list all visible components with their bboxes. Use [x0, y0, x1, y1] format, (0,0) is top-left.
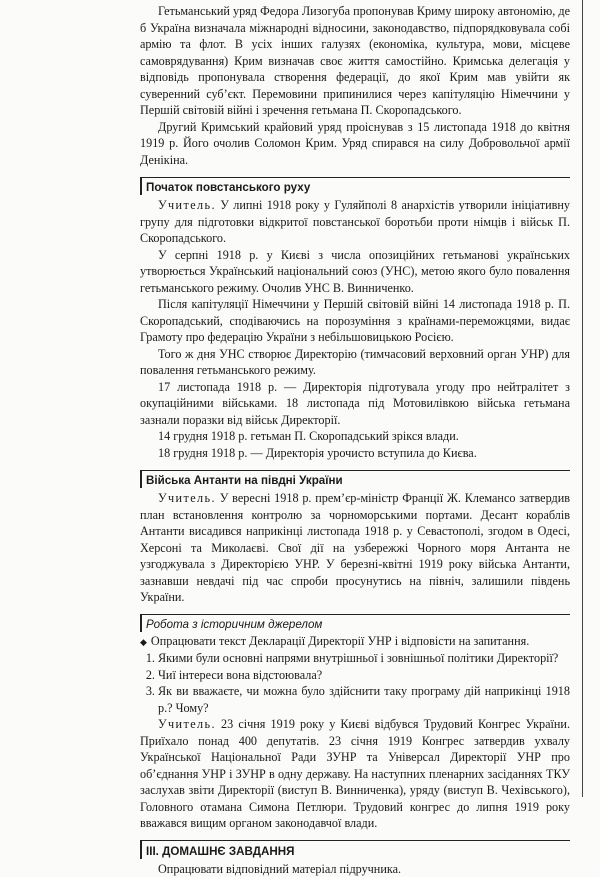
- paragraph-directory-created: Того ж дня УНС створює Директорію (тимчасовий верховний орган УНР) для повалення гетьманського режиму.: [140, 346, 570, 379]
- diamond-bullet-icon: ◆: [140, 637, 147, 647]
- question-list: [140, 650, 570, 716]
- paragraph-second-crimean-government: Другий Кримський крайовий уряд проіснував з 15 листопада 1918 до квітня 1919 р. Його очолив Соломон Крим. Уряд спирався на силу Добровольчої армії Денікіна.: [140, 119, 570, 169]
- paragraph-kyiv-entry: 18 грудня 1918 р. — Директорія урочисто вступила до Києва.: [140, 445, 570, 462]
- task-bullet: [140, 633, 570, 651]
- teacher-label: Учитель.: [158, 491, 216, 505]
- section-heading-insurgent-movement: Початок повстанського руху: [140, 177, 570, 195]
- question-item: 3. Як ви вважаєте, чи можна було здійснити таку програму дій наприкінці 1918 р.? Чому?: [158, 683, 570, 716]
- document-page: [140, 3, 570, 877]
- paragraph-text: У липні 1918 року у Гуляйполі 8 анархістів утворили ініціативну групу для підготовки відкритої повстанської боротьби проти німців і військ П. Скоропадського.: [140, 198, 570, 245]
- paragraph-motovylivka: 17 листопада 1918 р. — Директорія підготувала угоду про нейтралітет з окупаційними військами. 18 листопада під Мотовилівкою війська гетьмана зазнали поразки від військ Директорії.: [140, 379, 570, 429]
- paragraph-text: У вересні 1918 р. прем’єр-міністр Франції Ж. Клемансо затвердив план встановлення контролю за чорноморськими портами. Десант кораблів Антанти висадився наприкінці листопада 1918 р. у Севастополі, згодом в Одесі, Херсоні та Миколаєві. Свої дії на узбережжі Чорного моря Антанта не узгоджувала з Директорією УНР. У березні-квітні 1919 року війська Антанти, зазнавши невдачі під час спроби просунутись на північ, залишили південь України.: [140, 491, 570, 604]
- teacher-label: Учитель.: [158, 198, 216, 212]
- paragraph-federation-charter: Після капітуляції Німеччини у Першій світовій війні 14 листопада 1918 р. П. Скоропадський, сподіваючись на порозуміння з країнами-переможцями, видає Грамоту про федерацію України з небільшовицькою Росією.: [140, 296, 570, 346]
- subheading-source-work: Робота з історичним джерелом: [140, 614, 570, 632]
- paragraph-huliaipole: [140, 197, 570, 247]
- paragraph-text: 23 січня 1919 року у Києві відбувся Трудовий Конгрес України. Приїхало понад 400 депутатів. 23 січня 1919 Конгрес затвердив ухвалу Української Національної Ради ЗУНР та Універсал Директорії УНР про об’єднання УНР і ЗУНР в одну державу. На наступних пленарних засіданнях ТКУ заслухав звіти Директорії (виступ В. Винниченка), уряду (виступ В. Чехівського), Головного отамана Симона Петлюри. Трудовий конгрес до липня 1919 року вважався вищим органом законодавчої влади.: [140, 717, 570, 830]
- paragraph-abdication: 14 грудня 1918 р. гетьман П. Скоропадський зрікся влади.: [140, 428, 570, 445]
- paragraph-crimea-autonomy: Гетьманський уряд Федора Лизогуба пропонував Криму широку автономію, де б Україна визначала міжнародні відносини, законодавство, підпорядковувала собі армію та флот. В усіх інших галузях (економіка, культура, мови, місцеве самоврядування) Крим визначав своє життя самостійно. Кримська делегація у відповідь пропонувала створення федерації, до якої Крим мав увійти як суверенний суб’єкт. Перемовини припинилися через капітуляцію Німеччини у Першій світовій війні і зречення гетьмана П. Скоропадського.: [140, 3, 570, 119]
- section-heading-homework: ІІІ. ДОМАШНЄ ЗАВДАННЯ: [140, 840, 570, 859]
- paragraph-uns: У серпні 1918 р. у Києві з числа опозиційних гетьманові українських утворюється Український національний союз (УНС), метою якого було повалення гетьманського режиму. Очолив УНС В. Винниченко.: [140, 247, 570, 297]
- question-item: 2. Чиї інтереси вона відстоювала?: [158, 667, 570, 684]
- homework-text: Опрацювати відповідний матеріал підручника.: [140, 861, 570, 877]
- paragraph-entente: [140, 490, 570, 606]
- question-item: 1. Якими були основні напрями внутрішньої і зовнішньої політики Директорії?: [158, 650, 570, 667]
- paragraph-labour-congress: [140, 716, 570, 832]
- page-margin-rule: [582, 0, 583, 797]
- task-text: Опрацювати текст Декларації Директорії УНР і відповісти на запитання.: [151, 634, 529, 648]
- section-heading-entente: Війська Антанти на півдні України: [140, 470, 570, 488]
- teacher-label: Учитель.: [158, 717, 216, 731]
